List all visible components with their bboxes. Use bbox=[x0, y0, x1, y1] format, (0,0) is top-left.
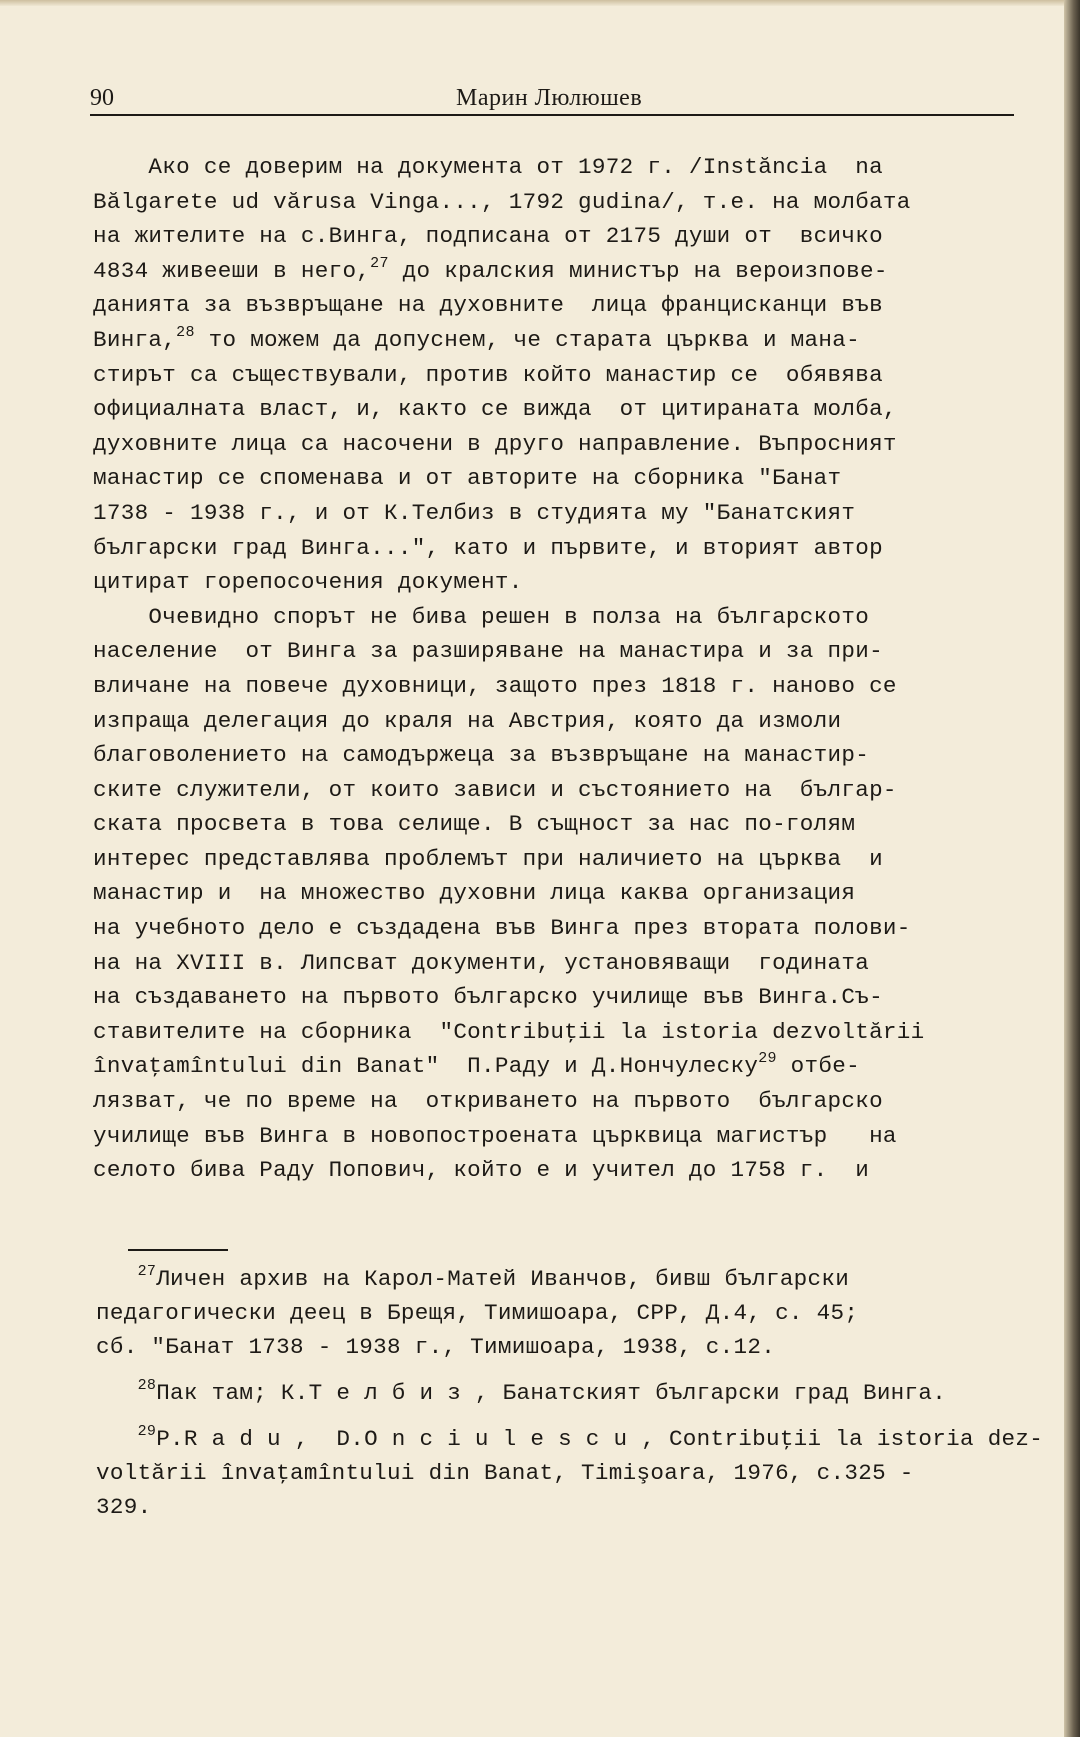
text-line: на учебното дело е създадена във Винга през втората полови- bbox=[93, 915, 911, 942]
page-top-edge bbox=[0, 0, 1080, 6]
footnote-divider bbox=[128, 1249, 228, 1251]
text-line: лязват, че по време на откриването на първото българско bbox=[93, 1088, 883, 1115]
text-line: învaţamîntului din Banat" П.Раду и Д.Нончулеску$^{29}$ отбе- bbox=[93, 1050, 860, 1080]
text-line: ставителите на сборника "Contribuţii la istoria dezvoltării bbox=[93, 1018, 925, 1045]
text-line: стирът са съществували, против който манастир се обявява bbox=[93, 361, 883, 388]
footnote-mark: 29 bbox=[137, 1423, 157, 1440]
text-line: селото бива Раду Попович, който е и учител до 1758 г. и bbox=[93, 1157, 870, 1184]
running-header bbox=[90, 84, 1014, 116]
footnotes bbox=[96, 1262, 1044, 1524]
text-line: ските служители, от които зависи и състоянието на българ- bbox=[93, 776, 897, 803]
text-line: цитират горепосочения документ. bbox=[93, 569, 523, 596]
footnote-28: $^{28}$Пак там; К.Т е л б и з , Банатският български град Винга. bbox=[137, 1377, 947, 1406]
text-line: на създаването на първото българско училище във Винга.Съ- bbox=[93, 984, 883, 1011]
footnote-mark: 28 bbox=[137, 1377, 157, 1394]
footnote-ref-28: 28 bbox=[176, 323, 195, 341]
text-line: Винга,$^{28}$ то можем да допуснем, че старата църква и мана- bbox=[93, 323, 860, 353]
text-line: 1738 - 1938 г., и от К.Телбиз в студията му "Банатският bbox=[93, 499, 856, 526]
footnote-27-cont: педагогически деец в Брещя, Тимишоара, СРР, Д.4, с. 45; bbox=[96, 1300, 859, 1326]
text-line: официалната власт, и, както се вижда от цитираната молба, bbox=[93, 396, 897, 423]
footnote-ref-29: 29 bbox=[758, 1050, 777, 1068]
footnote-27-cont: сб. "Банат 1738 - 1938 г., Тимишоара, 1938, с.12. bbox=[96, 1334, 776, 1360]
footnote-ref-27: 27 bbox=[370, 254, 389, 272]
main-text bbox=[93, 150, 1027, 1188]
text-line: манастир се споменава и от авторите на сборника "Банат bbox=[93, 465, 842, 492]
footnote-mark: 27 bbox=[137, 1263, 157, 1280]
text-line: население от Винга за разширяване на манастира и за при- bbox=[93, 638, 883, 665]
page-binding-edge bbox=[1064, 0, 1080, 1737]
text-line: данията за възвръщане на духовните лица францисканци във bbox=[93, 292, 883, 319]
text-line: благоволението на самодържеца за възвръщане на манастир- bbox=[93, 742, 870, 769]
text-line: 4834 живееши в него,$^{27}$ до кралския министър на вероизпове- bbox=[93, 254, 888, 284]
text-line: духовните лица са насочени в друго направление. Въпросният bbox=[93, 430, 897, 457]
running-head-author: Марин Люлюшев bbox=[456, 85, 643, 111]
text-line: вличане на повече духовници, защото през 1818 г. наново се bbox=[93, 672, 897, 699]
text-line: интерес представлява проблемът при наличието на църква и bbox=[93, 845, 883, 872]
text-line: на жителите на с.Винга, подписана от 2175 души от всичко bbox=[93, 223, 883, 250]
text-line: Bălgarete ud vărusa Vinga..., 1792 gudina/, т.е. на молбата bbox=[93, 188, 911, 215]
text-line: на на XVIII в. Липсват документи, установяващи годината bbox=[93, 949, 870, 976]
footnote-27: $^{27}$Личен архив на Карол-Матей Иванчов, бивш български bbox=[137, 1263, 850, 1292]
text-line: Ако се доверим на документа от 1972 г. /Instăncia na bbox=[93, 154, 883, 180]
text-line: манастир и на множество духовни лица каква организация bbox=[93, 880, 856, 907]
text-line: изпраща делегация до краля на Австрия, която да измоли bbox=[93, 707, 842, 734]
footnote-29-cont: voltării învaţamîntului din Banat, Timişoara, 1976, с.325 - bbox=[96, 1460, 914, 1486]
footnote-29-cont: 329. bbox=[96, 1494, 152, 1520]
footnote-29: $^{29}$P.R a d u , D.O n c i u l e s c u , Contribuţii la istoria dez- bbox=[137, 1423, 1044, 1452]
text-line: ската просвета в това селище. В същност за нас по-голям bbox=[93, 811, 856, 838]
page-number: 90 bbox=[90, 85, 114, 111]
text-line: български град Винга...", като и първите, и вторият автор bbox=[93, 534, 883, 561]
text-line: училище във Винга в новопостроената църквица магистър на bbox=[93, 1122, 897, 1149]
text-line: Очевидно спорът не бива решен в полза на българското bbox=[93, 603, 870, 630]
